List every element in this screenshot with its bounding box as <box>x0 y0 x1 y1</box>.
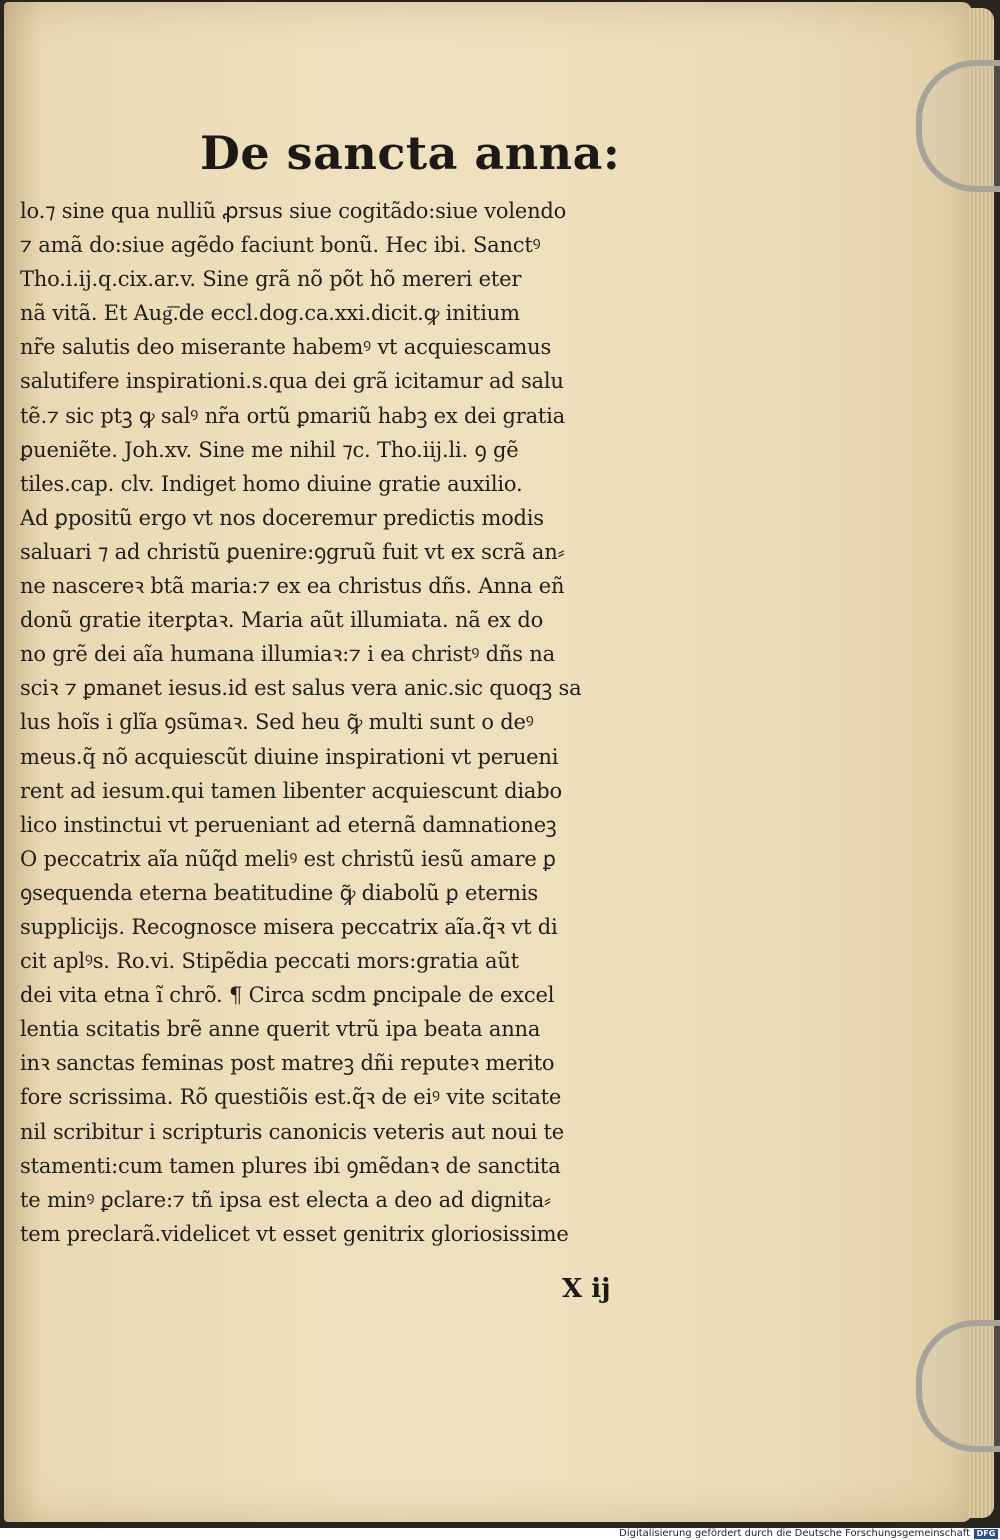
text-line: no grẽ dei aĩa humana illumiaꝛ:⁊ i ea christꝰ dñs na <box>20 642 555 667</box>
text-line: fore scrissima. Rõ questiõis est.q̃ꝛ de eiꝰ vite scitate <box>20 1085 562 1110</box>
text-line: lus hoĩs i glĩa ꝯsũmaꝛ. Sed heu ꝙ̃ multi sunt o deꝰ <box>20 710 534 735</box>
text-line: lico instinctui vt perueniant ad eternã damnationeꝫ <box>20 812 557 837</box>
text-line: lentia scitatis brẽ anne querit vtrũ ipa beata anna <box>20 1017 541 1042</box>
text-line: nã vitã. Et Aug͞.de eccl.dog.ca.xxi.dicit.ꝙ initium <box>20 301 520 326</box>
text-line: supplicijs. Recognosce misera peccatrix aĩa.q̃ꝛ vt di <box>20 914 558 939</box>
text-line: ne nascereꝛ btã maria:⁊ ex ea christus dñs. Anna eñ <box>20 574 565 599</box>
footer-credit: Digitalisierung gefördert durch die Deutsche Forschungsgemeinschaft <box>619 1528 970 1539</box>
body-text <box>20 194 742 1251</box>
signature-mark: X ij <box>562 1274 611 1304</box>
page-edges <box>968 8 994 1518</box>
text-line: nil scribitur i scripturis canonicis veteris aut noui te <box>20 1119 564 1144</box>
text-line: lo.⁊ sine qua nulliũ ꝓrsus siue cogitãdo:siue volendo <box>20 199 567 223</box>
text-line: dei vita etna ĩ chrõ. ¶ Circa scdm ꝑncipale de excel <box>20 983 555 1008</box>
text-line: sciꝛ ⁊ ꝑmanet iesus.id est salus vera anic.sic quoqꝫ sa <box>20 676 582 701</box>
text-line: tem preclarã.videlicet vt esset genitrix gloriosissime <box>20 1221 569 1246</box>
text-line: salutifere inspirationi.s.qua dei grã icitamur ad salu <box>20 369 564 394</box>
text-line: cit aplꝰs. Ro.vi. Stipẽdia peccati mors:gratia aũt <box>20 949 519 974</box>
text-line: Ad ꝑpositũ ergo vt nos doceremur predictis modis <box>20 505 544 530</box>
text-line: ꝯsequenda eterna beatitudine ꝙ̃ diabolũ ꝑ eternis <box>20 880 538 905</box>
text-line: ⁊ amã do:siue agẽdo faciunt bonũ. Hec ibi. Sanctꝰ <box>20 233 541 258</box>
footer-bar <box>0 1528 1000 1540</box>
text-line: saluari ⁊ ad christũ ꝑuenire:ꝯgruũ fuit vt ex scrã an⸗ <box>20 539 565 564</box>
text-line: tẽ.⁊ sic ptꝫ ꝙ salꝰ nr̃a ortũ ꝑmariũ habꝫ ex dei gratia <box>20 403 565 428</box>
text-line: rent ad iesum.qui tamen libenter acquiescunt diabo <box>20 778 562 803</box>
text-line: inꝛ sanctas feminas post matreꝫ dñi reputeꝛ merito <box>20 1051 555 1076</box>
text-line: O peccatrix aĩa nũq̃d meliꝰ est christũ iesũ amare ꝑ <box>20 846 556 871</box>
text-line: nr̃e salutis deo miserante habemꝰ vt acquiescamus <box>20 335 552 360</box>
page-heading: De sancta anna: <box>200 126 621 180</box>
text-line: meus.q̃ nõ acquiescũt diuine inspirationi vt perueni <box>20 744 559 769</box>
text-line: te minꝰ ꝑclare:⁊ tñ ipsa est electa a deo ad dignita⸗ <box>20 1187 551 1212</box>
text-line: donũ gratie iterꝑtaꝛ. Maria aũt illumiata. nã ex do <box>20 608 544 633</box>
text-line: tiles.cap. clv. Indiget homo diuine gratie auxilio. <box>20 471 523 496</box>
text-line: ꝑueniẽte. Joh.xv. Sine me nihil ⁊c. Tho.iij.li. ꝯ gẽ <box>20 437 519 462</box>
dfg-logo: DFG <box>974 1529 998 1539</box>
text-line: Tho.i.ij.q.cix.ar.v. Sine grã nõ põt hõ mereri eter <box>20 267 522 292</box>
text-line: stamenti:cum tamen plures ibi ꝯmẽdanꝛ de sanctita <box>20 1153 561 1178</box>
